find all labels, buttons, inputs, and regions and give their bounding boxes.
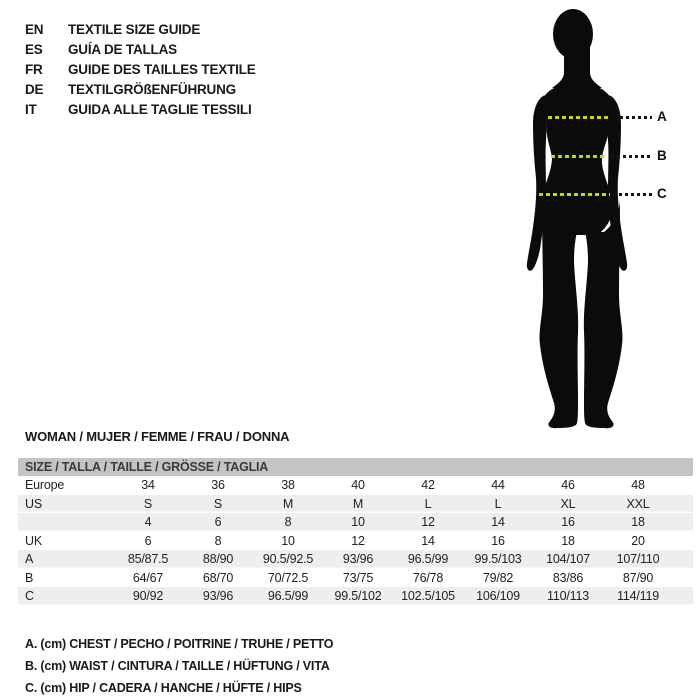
- language-code: ES: [25, 42, 43, 57]
- size-cell: 34: [141, 478, 155, 492]
- size-cell: 102.5/105: [401, 589, 455, 603]
- language-code: FR: [25, 62, 43, 77]
- size-table: [18, 458, 693, 606]
- measure-label-B: B: [657, 148, 667, 163]
- size-cell: 16: [561, 515, 575, 529]
- size-cell: S: [213, 496, 223, 511]
- language-row-de: [25, 80, 256, 100]
- size-cell: 93/96: [202, 589, 234, 603]
- size-cell: 93/96: [342, 552, 374, 566]
- size-cell: 12: [421, 515, 435, 529]
- size-cell: 114/119: [617, 589, 659, 603]
- size-cell: 85/87.5: [127, 552, 169, 566]
- size-cell: 4: [144, 515, 152, 529]
- size-cell: 18: [561, 533, 575, 548]
- size-cell: 76/78: [412, 570, 444, 585]
- size-cell: 73/75: [342, 570, 374, 585]
- size-cell: XXL: [626, 496, 650, 511]
- measure-line-C-pointer-dash: [613, 193, 652, 196]
- size-table-row-europe: [18, 476, 693, 495]
- measure-line-A-pointer-dash: [620, 116, 652, 119]
- size-cell: 106/109: [476, 589, 520, 603]
- guide-title-it: GUIDA ALLE TAGLIE TESSILI: [68, 102, 252, 117]
- row-label: [18, 513, 113, 532]
- size-cell: 36: [211, 478, 225, 492]
- size-cell: 90.5/92.5: [262, 552, 314, 566]
- size-cell: 6: [144, 533, 152, 548]
- language-code: EN: [25, 22, 44, 37]
- measure-line-B-pointer-dash: [611, 155, 652, 158]
- size-table-row-waist-B: [18, 569, 693, 588]
- size-cell: 96.5/99: [407, 552, 449, 566]
- row-label: Europe: [25, 478, 65, 492]
- language-row-en: [25, 20, 256, 40]
- size-cell: 12: [351, 533, 365, 548]
- language-code: IT: [25, 102, 37, 117]
- row-filler: [673, 513, 693, 532]
- size-cell: 88/90: [202, 552, 234, 566]
- size-cell: 68/70: [202, 570, 234, 585]
- woman-silhouette-figure: [490, 0, 700, 430]
- row-label: UK: [25, 533, 42, 548]
- legend-line-chest: A. (cm) CHEST / PECHO / POITRINE / TRUHE / PETTO: [25, 637, 334, 651]
- guide-title-es: GUÍA DE TALLAS: [68, 42, 177, 57]
- woman-silhouette: [490, 0, 700, 430]
- row-filler: [673, 532, 693, 551]
- size-table-row-chest-A: [18, 550, 693, 569]
- guide-title-en: TEXTILE SIZE GUIDE: [68, 22, 201, 37]
- size-cell: 83/86: [552, 570, 584, 585]
- guide-title-fr: GUIDE DES TAILLES TEXTILE: [68, 62, 256, 77]
- size-table-row-us-letters: [18, 495, 693, 514]
- size-cell: 8: [284, 515, 292, 529]
- row-label: C: [25, 589, 34, 603]
- measure-line-C-body-dash: [539, 193, 610, 196]
- size-cell: 104/107: [546, 552, 590, 566]
- size-cell: 10: [281, 533, 295, 548]
- section-title-woman: WOMAN / MUJER / FEMME / FRAU / DONNA: [25, 429, 290, 444]
- size-cell: 99.5/103: [474, 552, 522, 566]
- size-cell: 14: [421, 533, 435, 548]
- size-cell: 90/92: [132, 589, 164, 603]
- size-cell: 99.5/102: [334, 589, 382, 603]
- row-filler: [673, 550, 693, 569]
- row-filler: [673, 587, 693, 606]
- size-cell: 42: [421, 478, 435, 492]
- legend-line-hip: C. (cm) HIP / CADERA / HANCHE / HÜFTE / HIPS: [25, 681, 302, 695]
- size-table-row-uk: [18, 532, 693, 551]
- size-cell: 8: [214, 533, 222, 548]
- language-code: DE: [25, 82, 44, 97]
- measure-line-B-body-dash: [551, 155, 606, 158]
- size-cell: M: [352, 496, 364, 511]
- row-label: A: [25, 552, 34, 566]
- size-cell: 46: [561, 478, 575, 492]
- size-cell: 64/67: [132, 570, 164, 585]
- language-row-fr: [25, 60, 256, 80]
- language-title-list: [25, 20, 256, 120]
- size-cell: 6: [214, 515, 222, 529]
- size-cell: 16: [491, 533, 505, 548]
- size-cell: 87/90: [622, 570, 654, 585]
- size-cell: 70/72.5: [267, 570, 309, 585]
- row-filler: [673, 495, 693, 514]
- measure-label-C: C: [657, 186, 667, 201]
- guide-title-de: TEXTILGRÖßENFÜHRUNG: [68, 82, 236, 97]
- language-row-it: [25, 100, 256, 120]
- row-filler: [673, 476, 693, 495]
- size-cell: S: [143, 496, 153, 511]
- row-filler: [673, 569, 693, 588]
- size-cell: 44: [491, 478, 505, 492]
- size-cell: 38: [281, 478, 295, 492]
- size-cell: 40: [351, 478, 365, 492]
- size-cell: 20: [631, 533, 645, 548]
- size-cell: 79/82: [482, 570, 514, 585]
- size-table-header: SIZE / TALLA / TAILLE / GRÖSSE / TAGLIA: [18, 458, 693, 476]
- size-cell: XL: [560, 496, 576, 511]
- measure-line-A-body-dash: [548, 116, 609, 119]
- measure-label-A: A: [657, 109, 667, 124]
- size-cell: 110/113: [547, 589, 589, 603]
- size-cell: L: [424, 496, 432, 511]
- size-cell: L: [494, 496, 502, 511]
- size-cell: M: [282, 496, 294, 511]
- language-row-es: [25, 40, 256, 60]
- size-cell: 48: [631, 478, 645, 492]
- size-table-row-us-numbers: [18, 513, 693, 532]
- size-table-row-hip-C: [18, 587, 693, 606]
- size-cell: 14: [491, 515, 505, 529]
- row-label: US: [25, 496, 42, 511]
- size-cell: 10: [351, 515, 365, 529]
- size-cell: 107/110: [616, 552, 660, 566]
- measurement-legend: [25, 633, 333, 699]
- size-cell: 96.5/99: [267, 589, 309, 603]
- legend-line-waist: B. (cm) WAIST / CINTURA / TAILLE / HÜFTUNG / VITA: [25, 659, 330, 673]
- row-label: B: [25, 570, 34, 585]
- size-cell: 18: [631, 515, 645, 529]
